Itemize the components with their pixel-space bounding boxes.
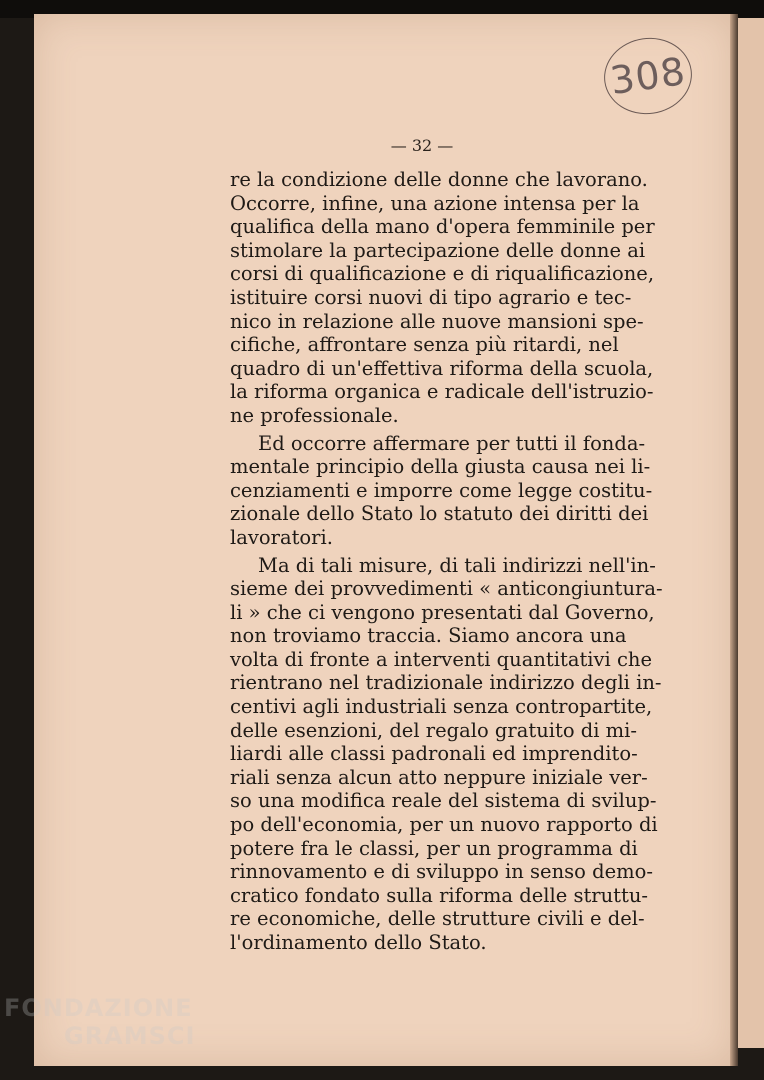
archive-number-annotation: 308 xyxy=(599,32,697,120)
watermark-line: GRAMSCI xyxy=(64,1022,196,1050)
paragraph xyxy=(230,553,663,955)
text-line: quadro di un'effettiva riforma della scuola, xyxy=(230,356,654,380)
text-line: sieme dei provvedimenti « anticongiuntura- xyxy=(230,577,663,601)
text-line: cifiche, affrontare senza più ritardi, nel xyxy=(230,333,619,357)
text-line: cenziamenti e imporre come legge costitu- xyxy=(230,478,653,502)
text-line: ne professionale. xyxy=(230,403,399,427)
text-line: zionale dello Stato lo statuto dei diritti dei xyxy=(230,502,649,526)
text-line: po dell'economia, per un nuovo rapporto di xyxy=(230,813,658,837)
text-line: potere fra le classi, per un programma di xyxy=(230,836,638,860)
text-line: li » che ci vengono presentati dal Governo, xyxy=(230,600,655,624)
text-line: stimolare la partecipazione delle donne ai xyxy=(230,238,646,262)
text-line: so una modifica reale del sistema di svilup- xyxy=(230,789,657,813)
text-line: la riforma organica e radicale dell'istruzio- xyxy=(230,380,654,404)
text-line: rinnovamento e di sviluppo in senso demo- xyxy=(230,860,653,884)
fondazione-gramsci-watermark xyxy=(4,994,194,1050)
text-line: qualifica della mano d'opera femminile per xyxy=(230,215,655,239)
text-line: volta di fronte a interventi quantitativi che xyxy=(230,647,652,671)
text-line: non troviamo traccia. Siamo ancora una xyxy=(230,624,627,648)
next-page-edge xyxy=(738,18,764,1048)
text-line: cratico fondato sulla riforma delle struttu- xyxy=(230,883,648,907)
text-line: lavoratori. xyxy=(230,525,333,549)
text-line: Ed occorre affermare per tutti il fonda- xyxy=(258,431,646,455)
page-gutter xyxy=(730,14,738,1066)
text-line: centivi agli industriali senza contropartite, xyxy=(230,695,653,719)
text-line: Ma di tali misure, di tali indirizzi nell'in- xyxy=(258,553,656,577)
text-line: istituire corsi nuovi di tipo agrario e tec- xyxy=(230,285,632,309)
text-line: mentale principio della giusta causa nei li- xyxy=(230,455,651,479)
text-line: l'ordinamento dello Stato. xyxy=(230,931,487,954)
text-line: rientrano nel tradizionale indirizzo degli in- xyxy=(230,671,662,695)
text-line: Occorre, infine, una azione intensa per la xyxy=(230,191,640,215)
text-line: liardi alle classi padronali ed imprendito- xyxy=(230,742,638,766)
text-line: delle esenzioni, del regalo gratuito di mi- xyxy=(230,718,637,742)
text-line: riali senza alcun atto neppure iniziale ver- xyxy=(230,765,648,789)
text-line: nico in relazione alle nuove mansioni spe- xyxy=(230,309,644,333)
paragraph xyxy=(230,168,655,428)
page-number: — 32 — xyxy=(390,136,454,155)
watermark-line: FONDAZIONE xyxy=(4,994,193,1022)
text-line: corsi di qualificazione e di riqualificazione, xyxy=(230,262,655,286)
body-text xyxy=(230,168,663,955)
paragraph xyxy=(230,431,653,550)
text-line: re economiche, delle strutture civili e del- xyxy=(230,907,645,931)
text-line: re la condizione delle donne che lavorano. xyxy=(230,168,648,191)
